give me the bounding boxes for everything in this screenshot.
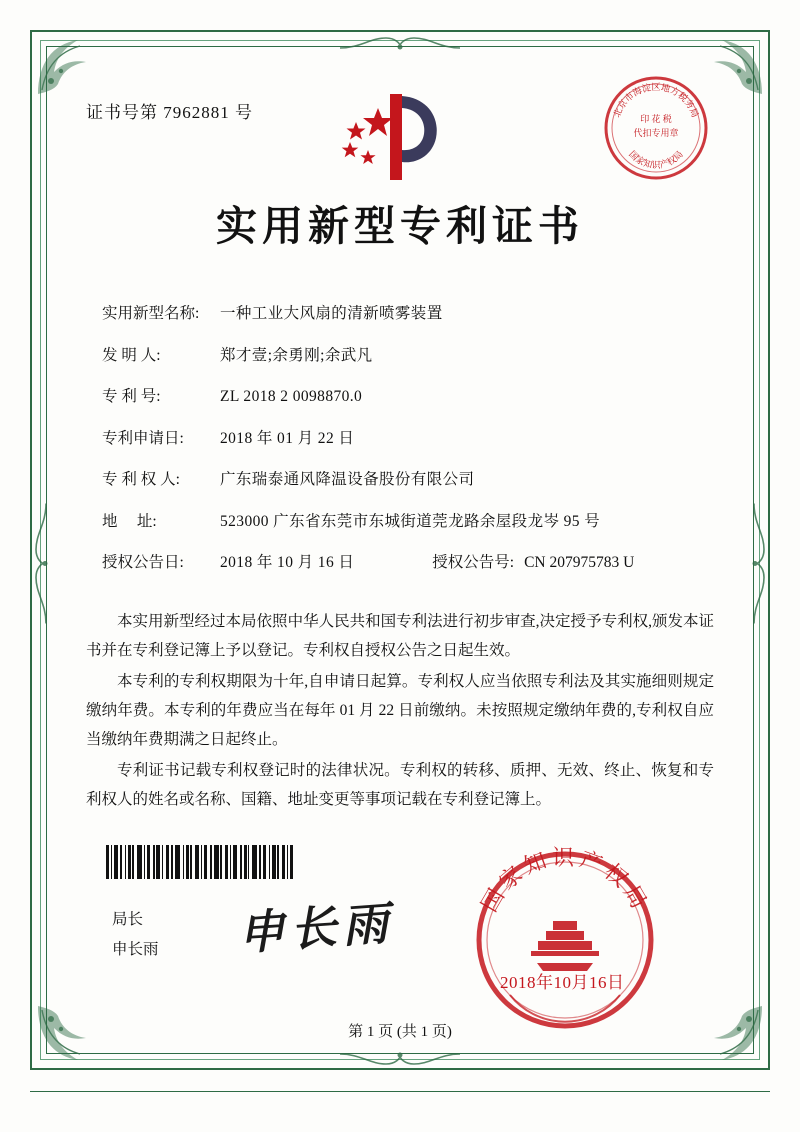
edge-ornament-bottom-icon: [340, 1045, 460, 1068]
edge-ornament-top-icon: [340, 34, 460, 57]
field-value-address: 523000 广东省东莞市东城街道莞龙路余屋段龙岑 95 号: [220, 512, 601, 530]
legal-paragraph-2: 本专利的专利权期限为十年,自申请日起算。专利权人应当依照专利法及其实施细则规定缴纳年费。本专利的年费应当在每年 01 月 22 日前缴纳。未按照规定缴纳年费的,专利权自应当缴纳年费期满之日起终止。: [86, 672, 714, 748]
field-label-grant-date: 授权公告日:: [102, 554, 184, 571]
field-row-patentee: [86, 472, 714, 488]
field-value-grant-date: 2018 年 10 月 16 日: [220, 554, 355, 571]
official-seal-text: 国家知识产权局: [476, 845, 654, 916]
handwritten-signature: 申长雨: [236, 895, 396, 961]
edge-ornament-left-icon: [32, 504, 50, 629]
tax-seal-arc-bottom: 国家知识产权局: [627, 148, 685, 170]
field-row-patent-number: [86, 389, 714, 405]
field-row-inventor: [86, 348, 714, 364]
legal-text: [86, 607, 714, 814]
field-value-application-date: 2018 年 01 月 22 日: [220, 429, 355, 447]
certificate-number: 证书号第 7962881 号: [86, 103, 253, 122]
edge-ornament-right-icon: [750, 504, 768, 629]
field-row-application-date: [86, 431, 714, 447]
field-label-inventor: 发 明 人:: [102, 346, 161, 364]
page-title: 实用新型专利证书: [216, 202, 584, 250]
field-row-name: [86, 306, 714, 322]
field-value-patentee: 广东瑞泰通风降温设备股份有限公司: [220, 471, 475, 488]
field-label-address: 地 址:: [102, 512, 157, 530]
barcode: [106, 845, 354, 879]
field-label-patent-number: 专 利 号:: [102, 388, 161, 405]
field-row-grant: [86, 555, 714, 571]
border-bottom-rule: [30, 1091, 770, 1092]
field-label-grant-number: 授权公告号:: [432, 554, 515, 571]
tax-seal-line2: 印 花 税: [640, 114, 672, 124]
seal-date: 2018年10月16日: [500, 973, 625, 992]
legal-paragraph-3: 专利证书记载专利权登记时的法律状况。专利权的转移、质押、无效、终止、恢复和专利权人的姓名或名称、国籍、地址变更等事项记载在专利登记簿上。: [86, 761, 714, 808]
certificate-body: [86, 86, 714, 816]
signature-block: [112, 905, 159, 965]
field-value-name: 一种工业大风扇的清新喷雾装置: [220, 305, 443, 322]
director-name: 申长雨: [112, 941, 159, 958]
field-label-application-date: 专利申请日:: [102, 429, 184, 447]
field-label-patentee: 专 利 权 人:: [102, 471, 180, 488]
field-value-patent-number: ZL 2018 2 0098870.0: [220, 388, 363, 405]
director-label: 局长: [112, 911, 144, 928]
official-seal: [470, 845, 660, 1035]
svg-text:国家知识产权局: [476, 845, 653, 916]
tax-seal-line3: 代扣专用章: [633, 128, 679, 138]
field-value-grant-number: CN 207975783 U: [524, 554, 635, 571]
field-value-inventor: 郑才壹;余勇刚;余武凡: [220, 346, 373, 364]
tax-seal-arc-top: 北京市海淀区地方税务局: [611, 82, 701, 119]
field-label-name: 实用新型名称:: [102, 305, 200, 322]
field-row-address: [86, 514, 714, 530]
legal-paragraph-1: 本实用新型经过本局依照中华人民共和国专利法进行初步审查,决定授予专利权,颁发本证书并在专利登记簿上予以登记。专利权自授权公告之日起生效。: [86, 612, 714, 659]
page-footer: 第 1 页 (共 1 页): [348, 1024, 452, 1040]
field-list: [86, 306, 714, 571]
